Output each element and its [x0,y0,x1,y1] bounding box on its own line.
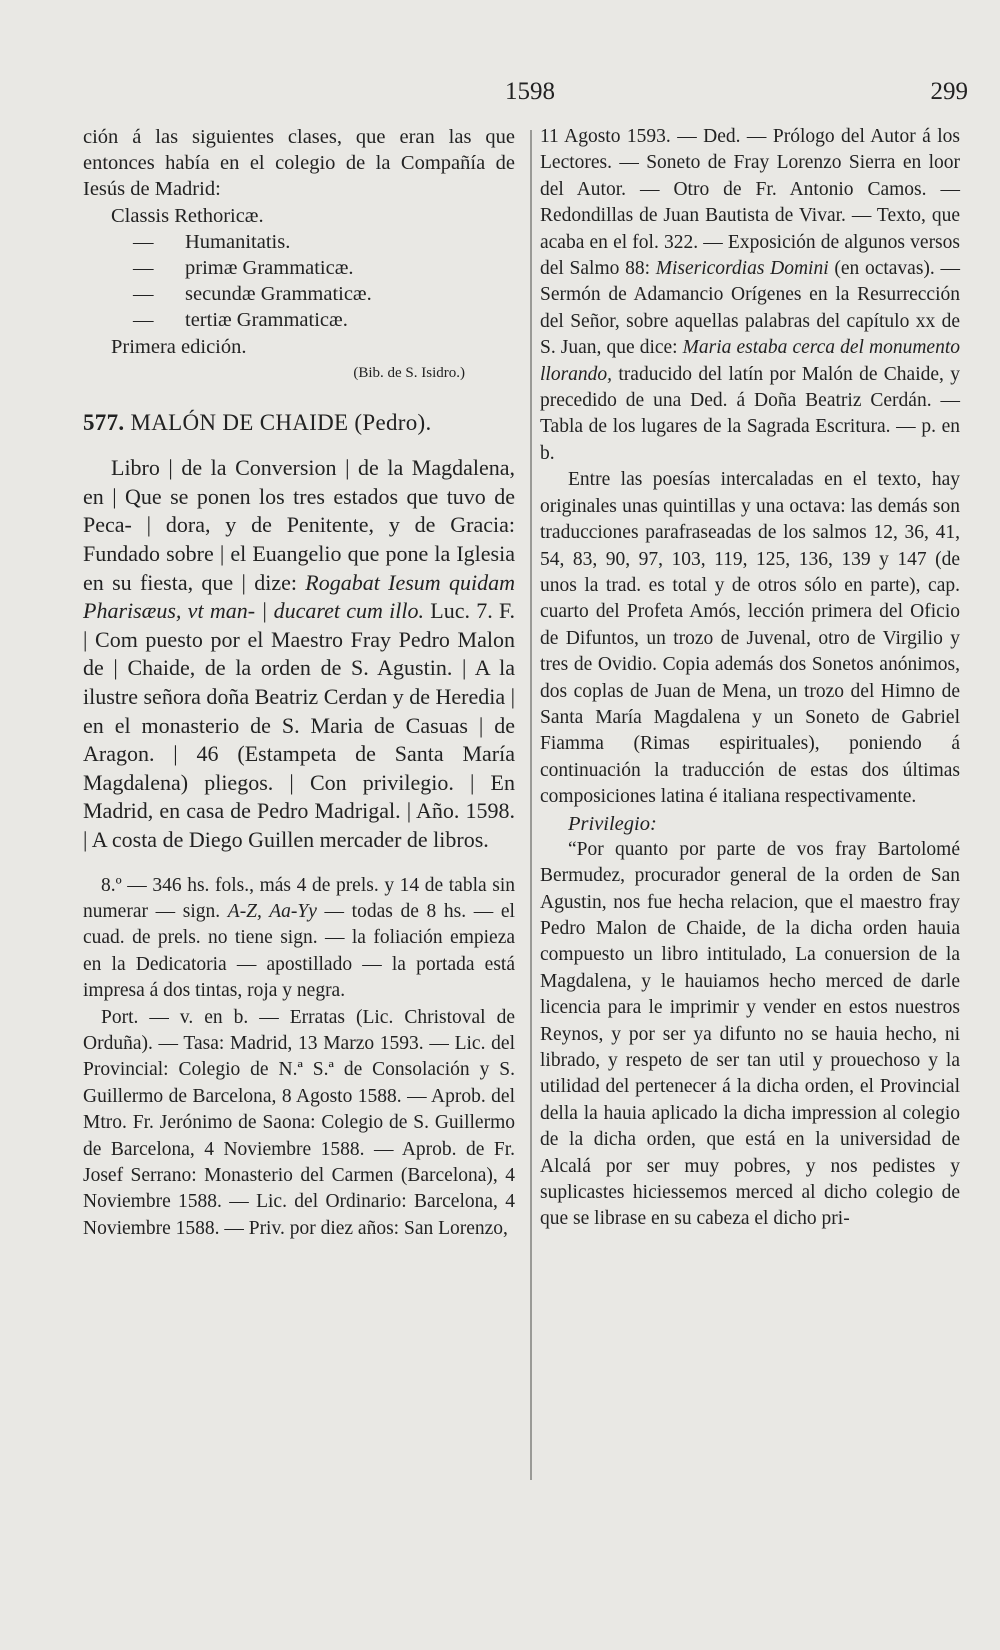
class-list-item: — Humanitatis. [133,230,291,253]
edition-note: Primera edición. [111,335,247,358]
right-column [540,124,960,1233]
class-list-item: — tertiæ Grammaticæ. [133,309,348,332]
poems-note: Entre las poesías intercaladas en el texto, hay originales unas quintillas y una octava: las demás son traducciones parafraseadas de los salmos 12, 36, 41, 54, 83, 90, 97, 103, 119, 125, 136, 139 y 147 (de unos la trad. es total y de otros sólo en parte), cap. cuarto del Profeta Amós, lección primera del Oficio de Difuntos, un trozo de Juvenal, otro de Virgilio y tres de Ovidio. Copia además dos Sonetos anónimos, dos coplas de Juan de Mena, un trozo del Himno de Santa María Magdalena y un Soneto de Gabriel Fiamma (Rimas espirituales), poniendo á continuación la traducción de estas dos últimas composiciones latina é italiana respectivamente. [540,469,960,808]
entry-number: 577. [83,410,125,436]
entry-author: MALÓN DE CHAIDE (Pedro). [130,410,432,436]
class-list-first: Classis Rethoricæ. [111,204,264,227]
running-head-year: 1598 [505,78,555,105]
column-rule [530,130,532,1480]
left-column [83,124,515,1242]
continued-text: ción á las siguientes clases, que eran las que entonces había en el colegio de la Compañía de Iesús de Madrid: [83,126,515,201]
preliminaries: Port. — v. en b. — Erratas (Lic. Christoval de Orduña). — Tasa: Madrid, 13 Marzo 1593. — Lic. del Provincial: Colegio de N.ª S.ª de Consolación y S. Guillermo de Barcelona, 8 Agosto 1588. — Aprob. del Mtro. Fr. Jerónimo de Saona: Colegio de S. Guillermo de Barcelona, 4 Noviembre 1588. — Aprob. de Fr. Josef Serrano: Monasterio del Carmen (Barcelona), 4 Noviembre 1588. — Lic. del Ordinario: Barcelona, 4 Noviembre 1588. — Priv. por diez años: San Lorenzo, [83,1006,515,1239]
contents-continued: 11 Agosto 1593. — Ded. — Prólogo del Autor á los Lectores. — Soneto de Fray Lorenzo Sierra en loor del Autor. — Otro de Fr. Antonio Camos. — Redondillas de Juan Bautista de Vivar. — Texto, que acaba en el fol. 322. — Exposición de algunos versos del Salmo 88: Misericordias Domini (en octavas). — Sermón de Adamancio Orígenes en la Resurrección del Señor, sobre aquellas palabras del capítulo xx de S. Juan, que dice: Maria estaba cerca del monumento llorando, traducido del latín por Malón de Chaide, y precedido de una Ded. á Doña Beatriz Cerdán. — Tabla de los lugares de la Sagrada Escritura. — p. en b. [540,126,960,464]
privilegio-heading: Privilegio: [568,812,657,835]
collation: 8.º — 346 hs. fols., más 4 de prels. y 14 de tabla sin numerar — sign. A-Z, Aa-Yy — todas de 8 hs. — el cuad. de prels. no tiene sign. — la foliación empieza en la Dedicatoria — apostillado — la portada está impresa á dos tintas, roja y negra. [83,874,515,1002]
entry-heading [83,410,515,436]
privilegio-text: “Por quanto por parte de vos fray Bartolomé Bermudez, procurador general de la orden de San Agustin, nos fue hecha relacion, que el maestro fray Pedro Malon de Chaide, de la dicha orden hauia compuesto un libro intitulado, La conuersion de la Magdalena, y le hauiamos hecho merced de darle licencia para le imprimir y vender en estos nuestros Reynos, y por ser ya difunto no se hauia hecho, ni librado, y respeto de ser tan util y prouechoso y la utilidad del pertenecer á la dicha orden, el Provincial della la hauia aplicado la dicha impression al colegio de la dicha orden, que está en la universidad de Alcalá por ser muy pobres, y nos pedistes y suplicastes hiciessemos merced al dicho colegio de que se librase en su cabeza el dicho pri- [540,838,960,1230]
class-list-item: — primæ Grammaticæ. [133,257,354,280]
title-page-transcription: Libro | de la Conversion | de la Magdalena, en | Que se ponen los tres estados que tuvo de Peca- | dora, y de Penitente, y de Gracia: Fundado sobre | el Euangelio que pone la Iglesia en su fiesta, que | dize: Rogabat Iesum quidam Pharisæus, vt man- | ducaret cum illo. Luc. 7. F. | Com puesto por el Maestro Fray Pedro Malon de | Chaide, de la orden de S. Agustin. | A la ilustre señora doña Beatriz Cerdan y de Heredia | en el monasterio de S. Maria de Casuas | de Aragon. | 46 (Estampeta de Santa María Magdalena) pliegos. | Con privilegio. | En Madrid, en casa de Pedro Madrigal. | Año. 1598. | A costa de Diego Guillen mercader de libros. [83,455,516,852]
library-reference: (Bib. de S. Isidro.) [353,364,465,381]
class-list-item: — secundæ Grammaticæ. [133,283,372,306]
page-number: 299 [930,78,968,105]
